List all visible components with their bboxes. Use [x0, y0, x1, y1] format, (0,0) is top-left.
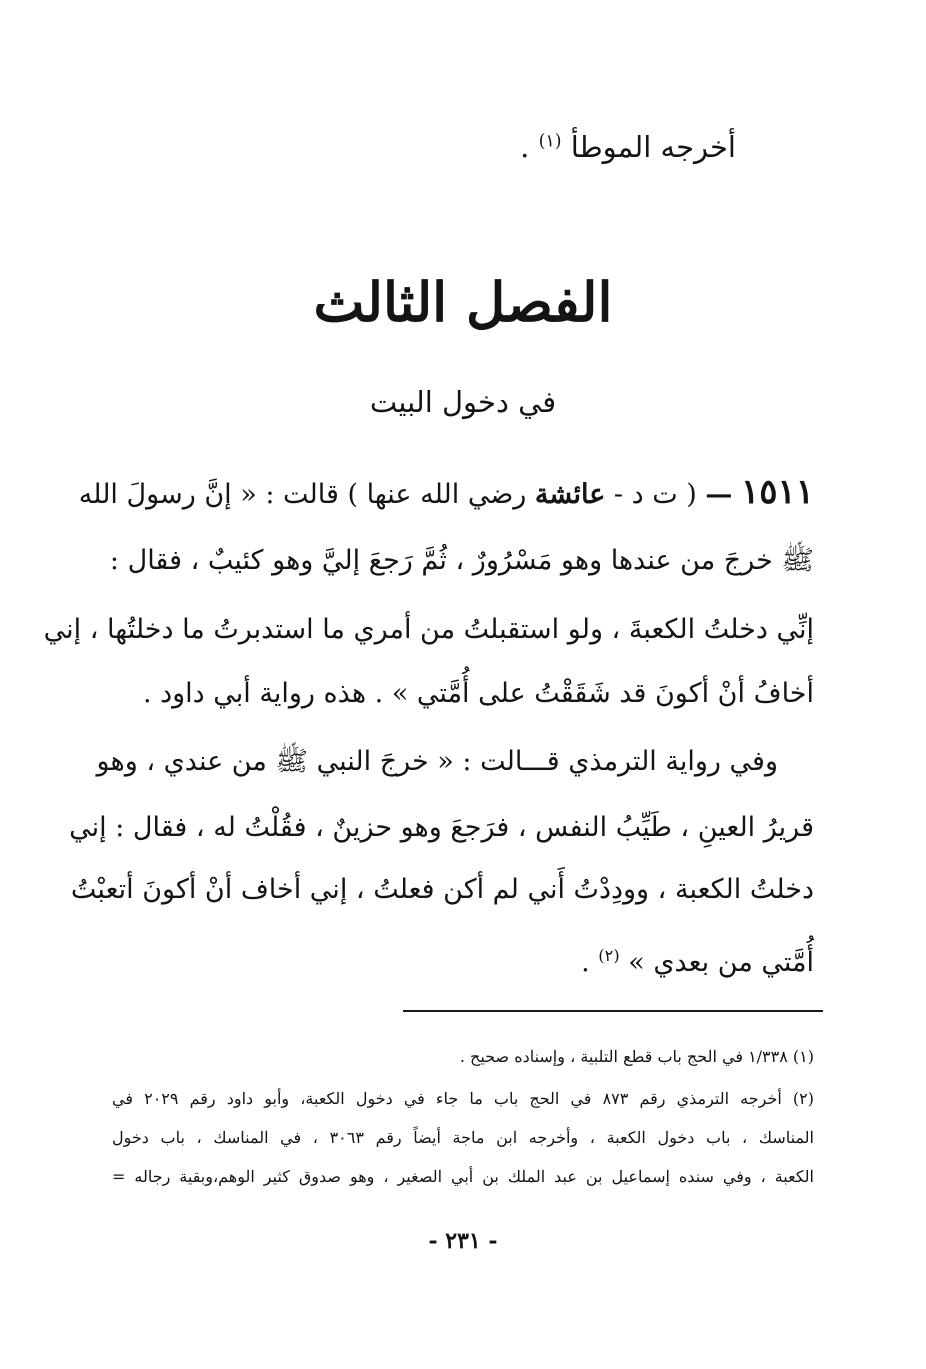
- hadith-dash: —: [705, 479, 733, 510]
- tirmidhi-line-3: دخلتُ الكعبة ، وودِدْتُ أَني لم أكن فعلتُ ، إني أخاف أنْ أكونَ أتعبْتُ: [70, 874, 814, 905]
- footnote-2-line-1: (٢) أخرجه الترمذي رقم ٨٧٣ في الحج باب ما جاء في دخول الكعبة، وأبو داود رقم ٢٠٢٩ في: [112, 1089, 814, 1108]
- top-line-end: .: [520, 130, 530, 164]
- footnote-1: (١) ١/٣٣٨ في الحج باب قطع التلبية ، وإسناده صحيح .: [459, 1047, 814, 1066]
- footnote-2-line-3: الكعبة ، وفي سنده إسماعيل بن عبد الملك بن أبي الصغير ، وهو صدوق كثير الوهم،وبقية رجاله =: [112, 1167, 815, 1186]
- hadith-narrator: عائشة: [534, 479, 606, 510]
- tirmidhi-end: .: [581, 947, 590, 978]
- footnote-ref-1: (١): [538, 131, 562, 152]
- hadith-line-4: أخافُ أنْ أكونَ قد شَقَقْتُ على أُمَّتي » . هذه رواية أبي داود .: [142, 678, 814, 709]
- tirmidhi-line-4-text: أُمَّتي من بعدي »: [628, 947, 814, 978]
- hadith-line-1: [78, 472, 814, 515]
- tirmidhi-line-2: قريرُ العينِ ، طَيِّبُ النفس ، فرَجعَ وهو حزينٌ ، فقُلْتُ له ، فقال : إني: [69, 812, 814, 843]
- hadith-line-2: ﷺ خرجَ من عندها وهو مَسْرُورٌ ، ثُمَّ رَجعَ إليَّ وهو كئيبٌ ، فقال :: [109, 545, 814, 576]
- chapter-title: الفصل الثالث: [313, 270, 613, 334]
- footnote-ref-2: (٢): [598, 946, 620, 965]
- hadith-line-1-rest: رضي الله عنها ) قالت : « إنَّ رسولَ الله: [78, 479, 527, 510]
- hadith-number: ١٥١١: [740, 472, 814, 512]
- hadith-sources: ( ت د -: [613, 479, 697, 510]
- top-line-main: أخرجه الموطأ: [570, 130, 736, 164]
- footnote-divider: [403, 1010, 823, 1012]
- page-number: - ٢٣١ -: [428, 1228, 498, 1254]
- top-line-text: [520, 130, 736, 164]
- footnote-2-line-2: المناسك ، باب دخول الكعبة ، وأخرجه ابن ماجة أيضاً رقم ٣٠٦٣ ، في المناسك ، باب دخول: [112, 1128, 814, 1147]
- hadith-line-3: إنِّي دخلتُ الكعبةَ ، ولو استقبلتُ من أمري ما استدبرتُ ما دخلتُها ، إني: [43, 614, 814, 645]
- tirmidhi-line-1: وفي رواية الترمذي قـــالت : « خرجَ النبي ﷺ من عندي ، وهو: [96, 746, 778, 777]
- chapter-subtitle: في دخول البيت: [369, 385, 557, 419]
- tirmidhi-line-4: [581, 936, 814, 983]
